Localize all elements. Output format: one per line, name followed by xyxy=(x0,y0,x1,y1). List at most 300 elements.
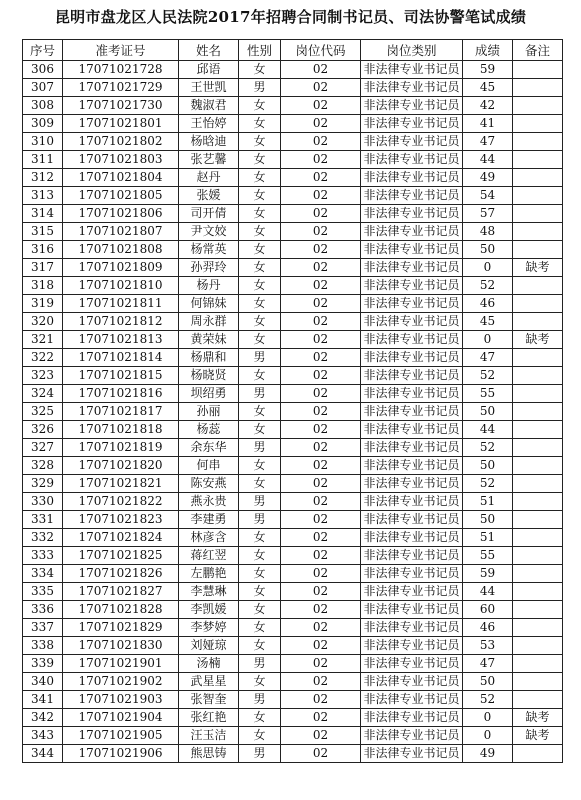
exam-id-cell: 17071021803 xyxy=(63,151,179,169)
score-cell: 49 xyxy=(463,745,513,763)
exam-id-cell: 17071021901 xyxy=(63,655,179,673)
post-code-cell: 02 xyxy=(281,349,361,367)
remark-cell xyxy=(513,349,563,367)
score-cell: 47 xyxy=(463,133,513,151)
name-cell: 杨鼎和 xyxy=(179,349,239,367)
score-cell: 51 xyxy=(463,493,513,511)
gender-cell: 女 xyxy=(239,619,281,637)
post-code-cell: 02 xyxy=(281,547,361,565)
remark-cell xyxy=(513,421,563,439)
name-cell: 孙羿玲 xyxy=(179,259,239,277)
post-type-cell: 非法律专业书记员 xyxy=(361,133,463,151)
post-type-cell: 非法律专业书记员 xyxy=(361,511,463,529)
table-row xyxy=(23,259,563,277)
table-row xyxy=(23,151,563,169)
score-cell: 44 xyxy=(463,583,513,601)
remark-cell xyxy=(513,673,563,691)
remark-cell xyxy=(513,529,563,547)
score-cell: 46 xyxy=(463,619,513,637)
gender-cell: 女 xyxy=(239,727,281,745)
table-row xyxy=(23,61,563,79)
remark-cell xyxy=(513,655,563,673)
name-cell: 蒋红翌 xyxy=(179,547,239,565)
post-type-cell: 非法律专业书记员 xyxy=(361,637,463,655)
exam-id-cell: 17071021905 xyxy=(63,727,179,745)
remark-cell xyxy=(513,583,563,601)
seq-no-cell: 334 xyxy=(23,565,63,583)
remark-cell xyxy=(513,133,563,151)
table-row xyxy=(23,367,563,385)
gender-cell: 女 xyxy=(239,583,281,601)
post-code-cell: 02 xyxy=(281,259,361,277)
post-code-cell: 02 xyxy=(281,727,361,745)
seq-no-cell: 344 xyxy=(23,745,63,763)
gender-cell: 女 xyxy=(239,259,281,277)
seq-no-cell: 314 xyxy=(23,205,63,223)
score-cell: 52 xyxy=(463,475,513,493)
document-title: 昆明市盘龙区人民法院2017年招聘合同制书记员、司法协警笔试成绩 xyxy=(54,8,527,26)
post-code-cell: 02 xyxy=(281,313,361,331)
name-cell: 周永群 xyxy=(179,313,239,331)
table-row xyxy=(23,439,563,457)
remark-cell xyxy=(513,565,563,583)
gender-cell: 男 xyxy=(239,385,281,403)
post-code-cell: 02 xyxy=(281,385,361,403)
table-row xyxy=(23,349,563,367)
seq-no-cell: 324 xyxy=(23,385,63,403)
post-type-cell: 非法律专业书记员 xyxy=(361,493,463,511)
post-type-cell: 非法律专业书记员 xyxy=(361,205,463,223)
seq-no-cell: 340 xyxy=(23,673,63,691)
remark-cell xyxy=(513,691,563,709)
table-row xyxy=(23,709,563,727)
exam-id-cell: 17071021811 xyxy=(63,295,179,313)
table-row xyxy=(23,547,563,565)
remark-cell xyxy=(513,169,563,187)
exam-id-cell: 17071021805 xyxy=(63,187,179,205)
score-cell: 53 xyxy=(463,637,513,655)
score-cell: 59 xyxy=(463,61,513,79)
gender-cell: 女 xyxy=(239,475,281,493)
gender-cell: 女 xyxy=(239,331,281,349)
name-cell: 张智奎 xyxy=(179,691,239,709)
score-cell: 45 xyxy=(463,313,513,331)
post-type-cell: 非法律专业书记员 xyxy=(361,655,463,673)
name-cell: 邱语 xyxy=(179,61,239,79)
table-row xyxy=(23,187,563,205)
remark-cell xyxy=(513,637,563,655)
name-cell: 杨晓贤 xyxy=(179,367,239,385)
remark-cell xyxy=(513,367,563,385)
post-code-cell: 02 xyxy=(281,511,361,529)
post-code-cell: 02 xyxy=(281,115,361,133)
remark-cell xyxy=(513,205,563,223)
remark-cell xyxy=(513,475,563,493)
score-cell: 50 xyxy=(463,241,513,259)
score-cell: 52 xyxy=(463,691,513,709)
exam-id-cell: 17071021814 xyxy=(63,349,179,367)
exam-id-cell: 17071021813 xyxy=(63,331,179,349)
column-header-post-type: 岗位类别 xyxy=(361,40,463,61)
name-cell: 魏淑君 xyxy=(179,97,239,115)
post-type-cell: 非法律专业书记员 xyxy=(361,403,463,421)
score-cell: 41 xyxy=(463,115,513,133)
exam-id-cell: 17071021823 xyxy=(63,511,179,529)
post-type-cell: 非法律专业书记员 xyxy=(361,259,463,277)
gender-cell: 女 xyxy=(239,133,281,151)
name-cell: 燕永贵 xyxy=(179,493,239,511)
remark-cell xyxy=(513,151,563,169)
remark-cell xyxy=(513,241,563,259)
remark-cell xyxy=(513,601,563,619)
gender-cell: 女 xyxy=(239,205,281,223)
exam-id-cell: 17071021812 xyxy=(63,313,179,331)
exam-id-cell: 17071021826 xyxy=(63,565,179,583)
table-row xyxy=(23,475,563,493)
seq-no-cell: 309 xyxy=(23,115,63,133)
post-type-cell: 非法律专业书记员 xyxy=(361,691,463,709)
name-cell: 何锦妹 xyxy=(179,295,239,313)
column-header-seq-no: 序号 xyxy=(23,40,63,61)
post-code-cell: 02 xyxy=(281,61,361,79)
gender-cell: 女 xyxy=(239,313,281,331)
name-cell: 尹文姣 xyxy=(179,223,239,241)
seq-no-cell: 339 xyxy=(23,655,63,673)
post-type-cell: 非法律专业书记员 xyxy=(361,601,463,619)
gender-cell: 女 xyxy=(239,187,281,205)
gender-cell: 女 xyxy=(239,97,281,115)
remark-cell xyxy=(513,223,563,241)
score-cell: 52 xyxy=(463,277,513,295)
score-cell: 51 xyxy=(463,529,513,547)
score-cell: 52 xyxy=(463,367,513,385)
post-code-cell: 02 xyxy=(281,403,361,421)
score-cell: 48 xyxy=(463,223,513,241)
post-code-cell: 02 xyxy=(281,673,361,691)
post-type-cell: 非法律专业书记员 xyxy=(361,367,463,385)
post-code-cell: 02 xyxy=(281,241,361,259)
exam-id-cell: 17071021802 xyxy=(63,133,179,151)
exam-id-cell: 17071021904 xyxy=(63,709,179,727)
score-cell: 57 xyxy=(463,205,513,223)
table-row xyxy=(23,601,563,619)
table-row xyxy=(23,223,563,241)
remark-cell xyxy=(513,547,563,565)
table-row xyxy=(23,421,563,439)
seq-no-cell: 320 xyxy=(23,313,63,331)
remark-cell xyxy=(513,403,563,421)
remark-cell xyxy=(513,493,563,511)
table-row xyxy=(23,115,563,133)
score-cell: 47 xyxy=(463,349,513,367)
name-cell: 武星星 xyxy=(179,673,239,691)
post-type-cell: 非法律专业书记员 xyxy=(361,673,463,691)
table-row xyxy=(23,565,563,583)
table-header-row xyxy=(23,40,563,61)
seq-no-cell: 338 xyxy=(23,637,63,655)
gender-cell: 女 xyxy=(239,547,281,565)
post-code-cell: 02 xyxy=(281,277,361,295)
remark-cell xyxy=(513,115,563,133)
post-type-cell: 非法律专业书记员 xyxy=(361,295,463,313)
score-cell: 44 xyxy=(463,151,513,169)
gender-cell: 男 xyxy=(239,745,281,763)
gender-cell: 女 xyxy=(239,565,281,583)
gender-cell: 女 xyxy=(239,115,281,133)
score-table xyxy=(22,39,563,763)
gender-cell: 女 xyxy=(239,403,281,421)
exam-id-cell: 17071021828 xyxy=(63,601,179,619)
table-row xyxy=(23,277,563,295)
post-type-cell: 非法律专业书记员 xyxy=(361,97,463,115)
score-cell: 50 xyxy=(463,457,513,475)
name-cell: 何串 xyxy=(179,457,239,475)
exam-id-cell: 17071021801 xyxy=(63,115,179,133)
name-cell: 熊思铸 xyxy=(179,745,239,763)
gender-cell: 女 xyxy=(239,295,281,313)
score-cell: 0 xyxy=(463,727,513,745)
exam-id-cell: 17071021821 xyxy=(63,475,179,493)
seq-no-cell: 325 xyxy=(23,403,63,421)
score-cell: 55 xyxy=(463,385,513,403)
post-code-cell: 02 xyxy=(281,583,361,601)
score-cell: 44 xyxy=(463,421,513,439)
gender-cell: 女 xyxy=(239,709,281,727)
name-cell: 余东华 xyxy=(179,439,239,457)
table-row xyxy=(23,79,563,97)
remark-cell xyxy=(513,277,563,295)
score-cell: 42 xyxy=(463,97,513,115)
post-type-cell: 非法律专业书记员 xyxy=(361,583,463,601)
exam-id-cell: 17071021806 xyxy=(63,205,179,223)
score-cell: 47 xyxy=(463,655,513,673)
seq-no-cell: 341 xyxy=(23,691,63,709)
table-row xyxy=(23,205,563,223)
gender-cell: 女 xyxy=(239,637,281,655)
post-code-cell: 02 xyxy=(281,367,361,385)
remark-cell xyxy=(513,313,563,331)
gender-cell: 男 xyxy=(239,439,281,457)
score-cell: 59 xyxy=(463,565,513,583)
post-code-cell: 02 xyxy=(281,745,361,763)
post-type-cell: 非法律专业书记员 xyxy=(361,529,463,547)
seq-no-cell: 319 xyxy=(23,295,63,313)
post-type-cell: 非法律专业书记员 xyxy=(361,709,463,727)
seq-no-cell: 322 xyxy=(23,349,63,367)
gender-cell: 男 xyxy=(239,655,281,673)
gender-cell: 男 xyxy=(239,691,281,709)
table-row xyxy=(23,331,563,349)
seq-no-cell: 323 xyxy=(23,367,63,385)
remark-cell xyxy=(513,97,563,115)
column-header-gender: 性别 xyxy=(239,40,281,61)
exam-id-cell: 17071021902 xyxy=(63,673,179,691)
remark-cell: 缺考 xyxy=(513,727,563,745)
remark-cell xyxy=(513,295,563,313)
gender-cell: 女 xyxy=(239,421,281,439)
exam-id-cell: 17071021728 xyxy=(63,61,179,79)
name-cell: 坝绍勇 xyxy=(179,385,239,403)
seq-no-cell: 316 xyxy=(23,241,63,259)
table-row xyxy=(23,295,563,313)
seq-no-cell: 336 xyxy=(23,601,63,619)
score-cell: 0 xyxy=(463,331,513,349)
remark-cell xyxy=(513,457,563,475)
remark-cell xyxy=(513,511,563,529)
exam-id-cell: 17071021906 xyxy=(63,745,179,763)
post-code-cell: 02 xyxy=(281,421,361,439)
post-code-cell: 02 xyxy=(281,295,361,313)
name-cell: 杨常英 xyxy=(179,241,239,259)
exam-id-cell: 17071021809 xyxy=(63,259,179,277)
post-code-cell: 02 xyxy=(281,637,361,655)
gender-cell: 女 xyxy=(239,457,281,475)
name-cell: 张艺馨 xyxy=(179,151,239,169)
name-cell: 汤楠 xyxy=(179,655,239,673)
table-row xyxy=(23,529,563,547)
score-cell: 49 xyxy=(463,169,513,187)
post-type-cell: 非法律专业书记员 xyxy=(361,727,463,745)
table-row xyxy=(23,313,563,331)
post-type-cell: 非法律专业书记员 xyxy=(361,169,463,187)
remark-cell: 缺考 xyxy=(513,259,563,277)
gender-cell: 女 xyxy=(239,673,281,691)
exam-id-cell: 17071021824 xyxy=(63,529,179,547)
column-header-score: 成绩 xyxy=(463,40,513,61)
seq-no-cell: 342 xyxy=(23,709,63,727)
post-code-cell: 02 xyxy=(281,331,361,349)
gender-cell: 女 xyxy=(239,151,281,169)
post-code-cell: 02 xyxy=(281,619,361,637)
name-cell: 杨晗迪 xyxy=(179,133,239,151)
seq-no-cell: 317 xyxy=(23,259,63,277)
gender-cell: 女 xyxy=(239,601,281,619)
name-cell: 李凯媛 xyxy=(179,601,239,619)
exam-id-cell: 17071021804 xyxy=(63,169,179,187)
post-code-cell: 02 xyxy=(281,565,361,583)
table-row xyxy=(23,727,563,745)
remark-cell xyxy=(513,79,563,97)
table-row xyxy=(23,745,563,763)
table-row xyxy=(23,691,563,709)
post-type-cell: 非法律专业书记员 xyxy=(361,277,463,295)
post-code-cell: 02 xyxy=(281,205,361,223)
name-cell: 李建勇 xyxy=(179,511,239,529)
column-header-post-code: 岗位代码 xyxy=(281,40,361,61)
post-type-cell: 非法律专业书记员 xyxy=(361,421,463,439)
exam-id-cell: 17071021827 xyxy=(63,583,179,601)
post-type-cell: 非法律专业书记员 xyxy=(361,151,463,169)
exam-id-cell: 17071021820 xyxy=(63,457,179,475)
seq-no-cell: 318 xyxy=(23,277,63,295)
post-code-cell: 02 xyxy=(281,169,361,187)
remark-cell xyxy=(513,385,563,403)
post-type-cell: 非法律专业书记员 xyxy=(361,115,463,133)
seq-no-cell: 329 xyxy=(23,475,63,493)
name-cell: 林彦含 xyxy=(179,529,239,547)
exam-id-cell: 17071021810 xyxy=(63,277,179,295)
post-type-cell: 非法律专业书记员 xyxy=(361,439,463,457)
gender-cell: 女 xyxy=(239,367,281,385)
name-cell: 李慧琳 xyxy=(179,583,239,601)
post-type-cell: 非法律专业书记员 xyxy=(361,457,463,475)
table-row xyxy=(23,169,563,187)
score-cell: 50 xyxy=(463,403,513,421)
score-cell: 60 xyxy=(463,601,513,619)
exam-id-cell: 17071021830 xyxy=(63,637,179,655)
seq-no-cell: 335 xyxy=(23,583,63,601)
exam-id-cell: 17071021808 xyxy=(63,241,179,259)
post-code-cell: 02 xyxy=(281,151,361,169)
seq-no-cell: 310 xyxy=(23,133,63,151)
post-code-cell: 02 xyxy=(281,601,361,619)
exam-id-cell: 17071021815 xyxy=(63,367,179,385)
name-cell: 张媛 xyxy=(179,187,239,205)
score-cell: 0 xyxy=(463,259,513,277)
remark-cell xyxy=(513,187,563,205)
post-type-cell: 非法律专业书记员 xyxy=(361,79,463,97)
post-code-cell: 02 xyxy=(281,79,361,97)
remark-cell xyxy=(513,745,563,763)
seq-no-cell: 332 xyxy=(23,529,63,547)
seq-no-cell: 315 xyxy=(23,223,63,241)
post-code-cell: 02 xyxy=(281,475,361,493)
post-type-cell: 非法律专业书记员 xyxy=(361,331,463,349)
column-header-remark: 备注 xyxy=(513,40,563,61)
post-type-cell: 非法律专业书记员 xyxy=(361,475,463,493)
gender-cell: 女 xyxy=(239,277,281,295)
post-type-cell: 非法律专业书记员 xyxy=(361,313,463,331)
table-row xyxy=(23,637,563,655)
exam-id-cell: 17071021819 xyxy=(63,439,179,457)
gender-cell: 男 xyxy=(239,79,281,97)
table-row xyxy=(23,619,563,637)
exam-id-cell: 17071021807 xyxy=(63,223,179,241)
table-row xyxy=(23,133,563,151)
name-cell: 杨蕊 xyxy=(179,421,239,439)
post-code-cell: 02 xyxy=(281,97,361,115)
table-row xyxy=(23,493,563,511)
post-code-cell: 02 xyxy=(281,223,361,241)
post-code-cell: 02 xyxy=(281,133,361,151)
seq-no-cell: 327 xyxy=(23,439,63,457)
post-code-cell: 02 xyxy=(281,709,361,727)
seq-no-cell: 306 xyxy=(23,61,63,79)
gender-cell: 男 xyxy=(239,493,281,511)
seq-no-cell: 311 xyxy=(23,151,63,169)
name-cell: 孙丽 xyxy=(179,403,239,421)
seq-no-cell: 330 xyxy=(23,493,63,511)
score-cell: 50 xyxy=(463,511,513,529)
table-row xyxy=(23,403,563,421)
remark-cell xyxy=(513,61,563,79)
column-header-exam-id: 准考证号 xyxy=(63,40,179,61)
gender-cell: 男 xyxy=(239,349,281,367)
name-cell: 王怡婷 xyxy=(179,115,239,133)
exam-id-cell: 17071021818 xyxy=(63,421,179,439)
post-type-cell: 非法律专业书记员 xyxy=(361,619,463,637)
post-code-cell: 02 xyxy=(281,457,361,475)
table-row xyxy=(23,97,563,115)
post-type-cell: 非法律专业书记员 xyxy=(361,385,463,403)
name-cell: 杨丹 xyxy=(179,277,239,295)
seq-no-cell: 326 xyxy=(23,421,63,439)
score-cell: 46 xyxy=(463,295,513,313)
name-cell: 左鹏艳 xyxy=(179,565,239,583)
exam-id-cell: 17071021829 xyxy=(63,619,179,637)
seq-no-cell: 308 xyxy=(23,97,63,115)
remark-cell xyxy=(513,439,563,457)
